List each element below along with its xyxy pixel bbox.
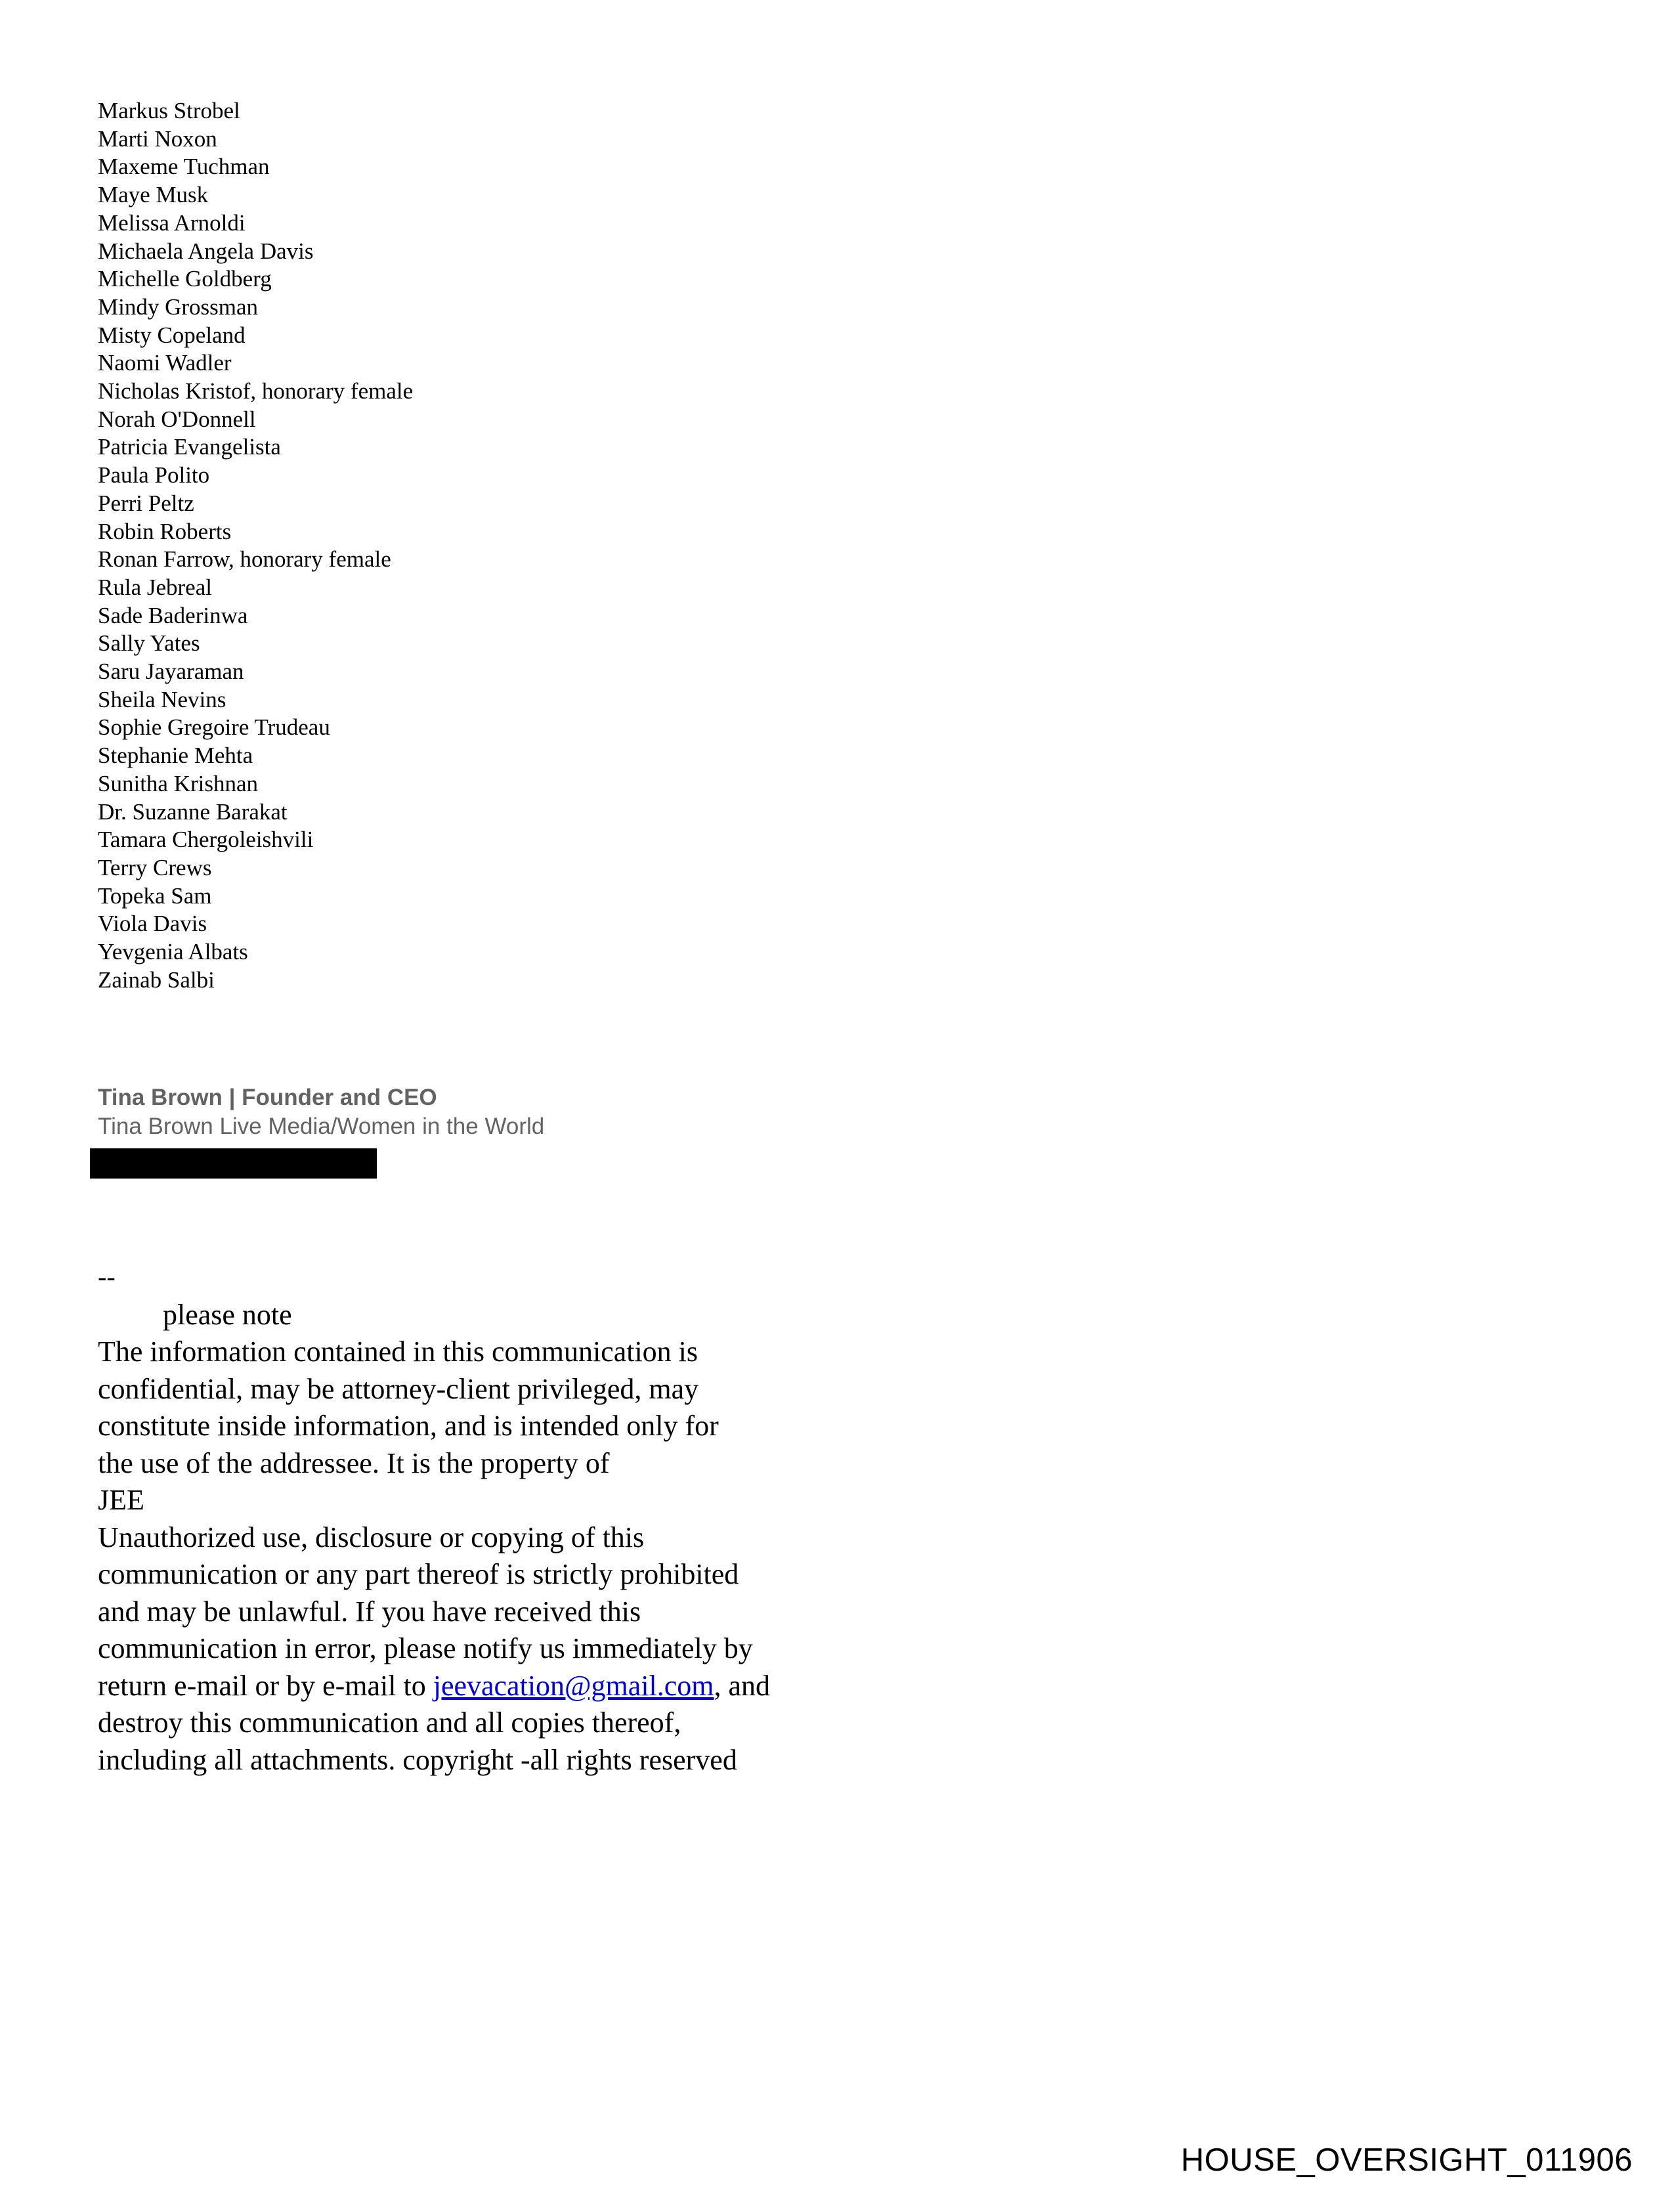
signature-organization: Tina Brown Live Media/Women in the World xyxy=(98,1114,545,1139)
disclaimer-line: communication or any part thereof is strictly prohibited xyxy=(98,1558,739,1590)
list-item: Topeka Sam xyxy=(98,882,212,909)
email-line-suffix: , and xyxy=(714,1669,771,1702)
list-item: Viola Davis xyxy=(98,911,207,937)
list-item: Misty Copeland xyxy=(98,322,246,348)
list-item: Sade Baderinwa xyxy=(98,602,248,628)
list-item: Perri Peltz xyxy=(98,490,194,516)
list-item: Maye Musk xyxy=(98,182,209,208)
list-item: Marti Noxon xyxy=(98,125,217,152)
list-item: Dr. Suzanne Barakat xyxy=(98,798,288,825)
redaction-box xyxy=(90,1148,377,1179)
email-line-prefix: return e-mail or by e-mail to xyxy=(98,1669,433,1702)
name-list xyxy=(98,97,413,995)
list-item: Rula Jebreal xyxy=(98,574,212,600)
bates-number: HOUSE_OVERSIGHT_011906 xyxy=(1180,2142,1633,2178)
disclaimer-line: confidential, may be attorney-client privileged, may xyxy=(98,1372,699,1405)
disclaimer-heading: please note xyxy=(163,1299,292,1331)
list-item: Tamara Chergoleishvili xyxy=(98,827,314,853)
list-item: Patricia Evangelista xyxy=(98,434,281,460)
list-item: Yevgenia Albats xyxy=(98,939,248,965)
list-item: Maxeme Tuchman xyxy=(98,154,270,180)
disclaimer-line: The information contained in this communication is xyxy=(98,1335,698,1368)
list-item: Robin Roberts xyxy=(98,518,232,544)
disclaimer-line: JEE xyxy=(98,1484,144,1516)
signature-separator: -- xyxy=(98,1262,116,1291)
list-item: Sunitha Krishnan xyxy=(98,770,259,796)
disclaimer-line: communication in error, please notify us immediately by xyxy=(98,1632,753,1664)
list-item: Markus Strobel xyxy=(98,98,240,123)
list-item: Saru Jayaraman xyxy=(98,659,244,685)
confidentiality-disclaimer xyxy=(98,1257,770,1779)
list-item: Sally Yates xyxy=(98,630,200,657)
list-item: Sophie Gregoire Trudeau xyxy=(98,714,330,741)
list-item: Michaela Angela Davis xyxy=(98,238,314,264)
list-item: Sheila Nevins xyxy=(98,686,226,712)
list-item: Naomi Wadler xyxy=(98,350,232,376)
list-item: Norah O'Donnell xyxy=(98,406,256,432)
email-link[interactable]: jeevacation@gmail.com xyxy=(433,1669,714,1702)
email-signature xyxy=(98,1083,544,1141)
list-item: Stephanie Mehta xyxy=(98,743,253,769)
list-item: Ronan Farrow, honorary female xyxy=(98,546,391,573)
disclaimer-line: the use of the addressee. It is the property of xyxy=(98,1446,610,1479)
list-item: Michelle Goldberg xyxy=(98,266,272,292)
list-item: Melissa Arnoldi xyxy=(98,209,246,236)
list-item: Mindy Grossman xyxy=(98,293,259,320)
list-item: Paula Polito xyxy=(98,462,210,488)
disclaimer-line: constitute inside information, and is intended only for xyxy=(98,1410,719,1442)
list-item: Nicholas Kristof, honorary female xyxy=(98,378,414,404)
signature-name-title: Tina Brown | Founder and CEO xyxy=(98,1085,437,1110)
disclaimer-line: Unauthorized use, disclosure or copying of this xyxy=(98,1521,645,1553)
disclaimer-line: including all attachments. copyright -all rights reserved xyxy=(98,1743,737,1776)
list-item: Zainab Salbi xyxy=(98,966,215,993)
disclaimer-line: destroy this communication and all copies thereof, xyxy=(98,1706,681,1739)
list-item: Terry Crews xyxy=(98,854,212,880)
disclaimer-email-line xyxy=(98,1668,770,1705)
disclaimer-line: and may be unlawful. If you have received this xyxy=(98,1595,641,1628)
